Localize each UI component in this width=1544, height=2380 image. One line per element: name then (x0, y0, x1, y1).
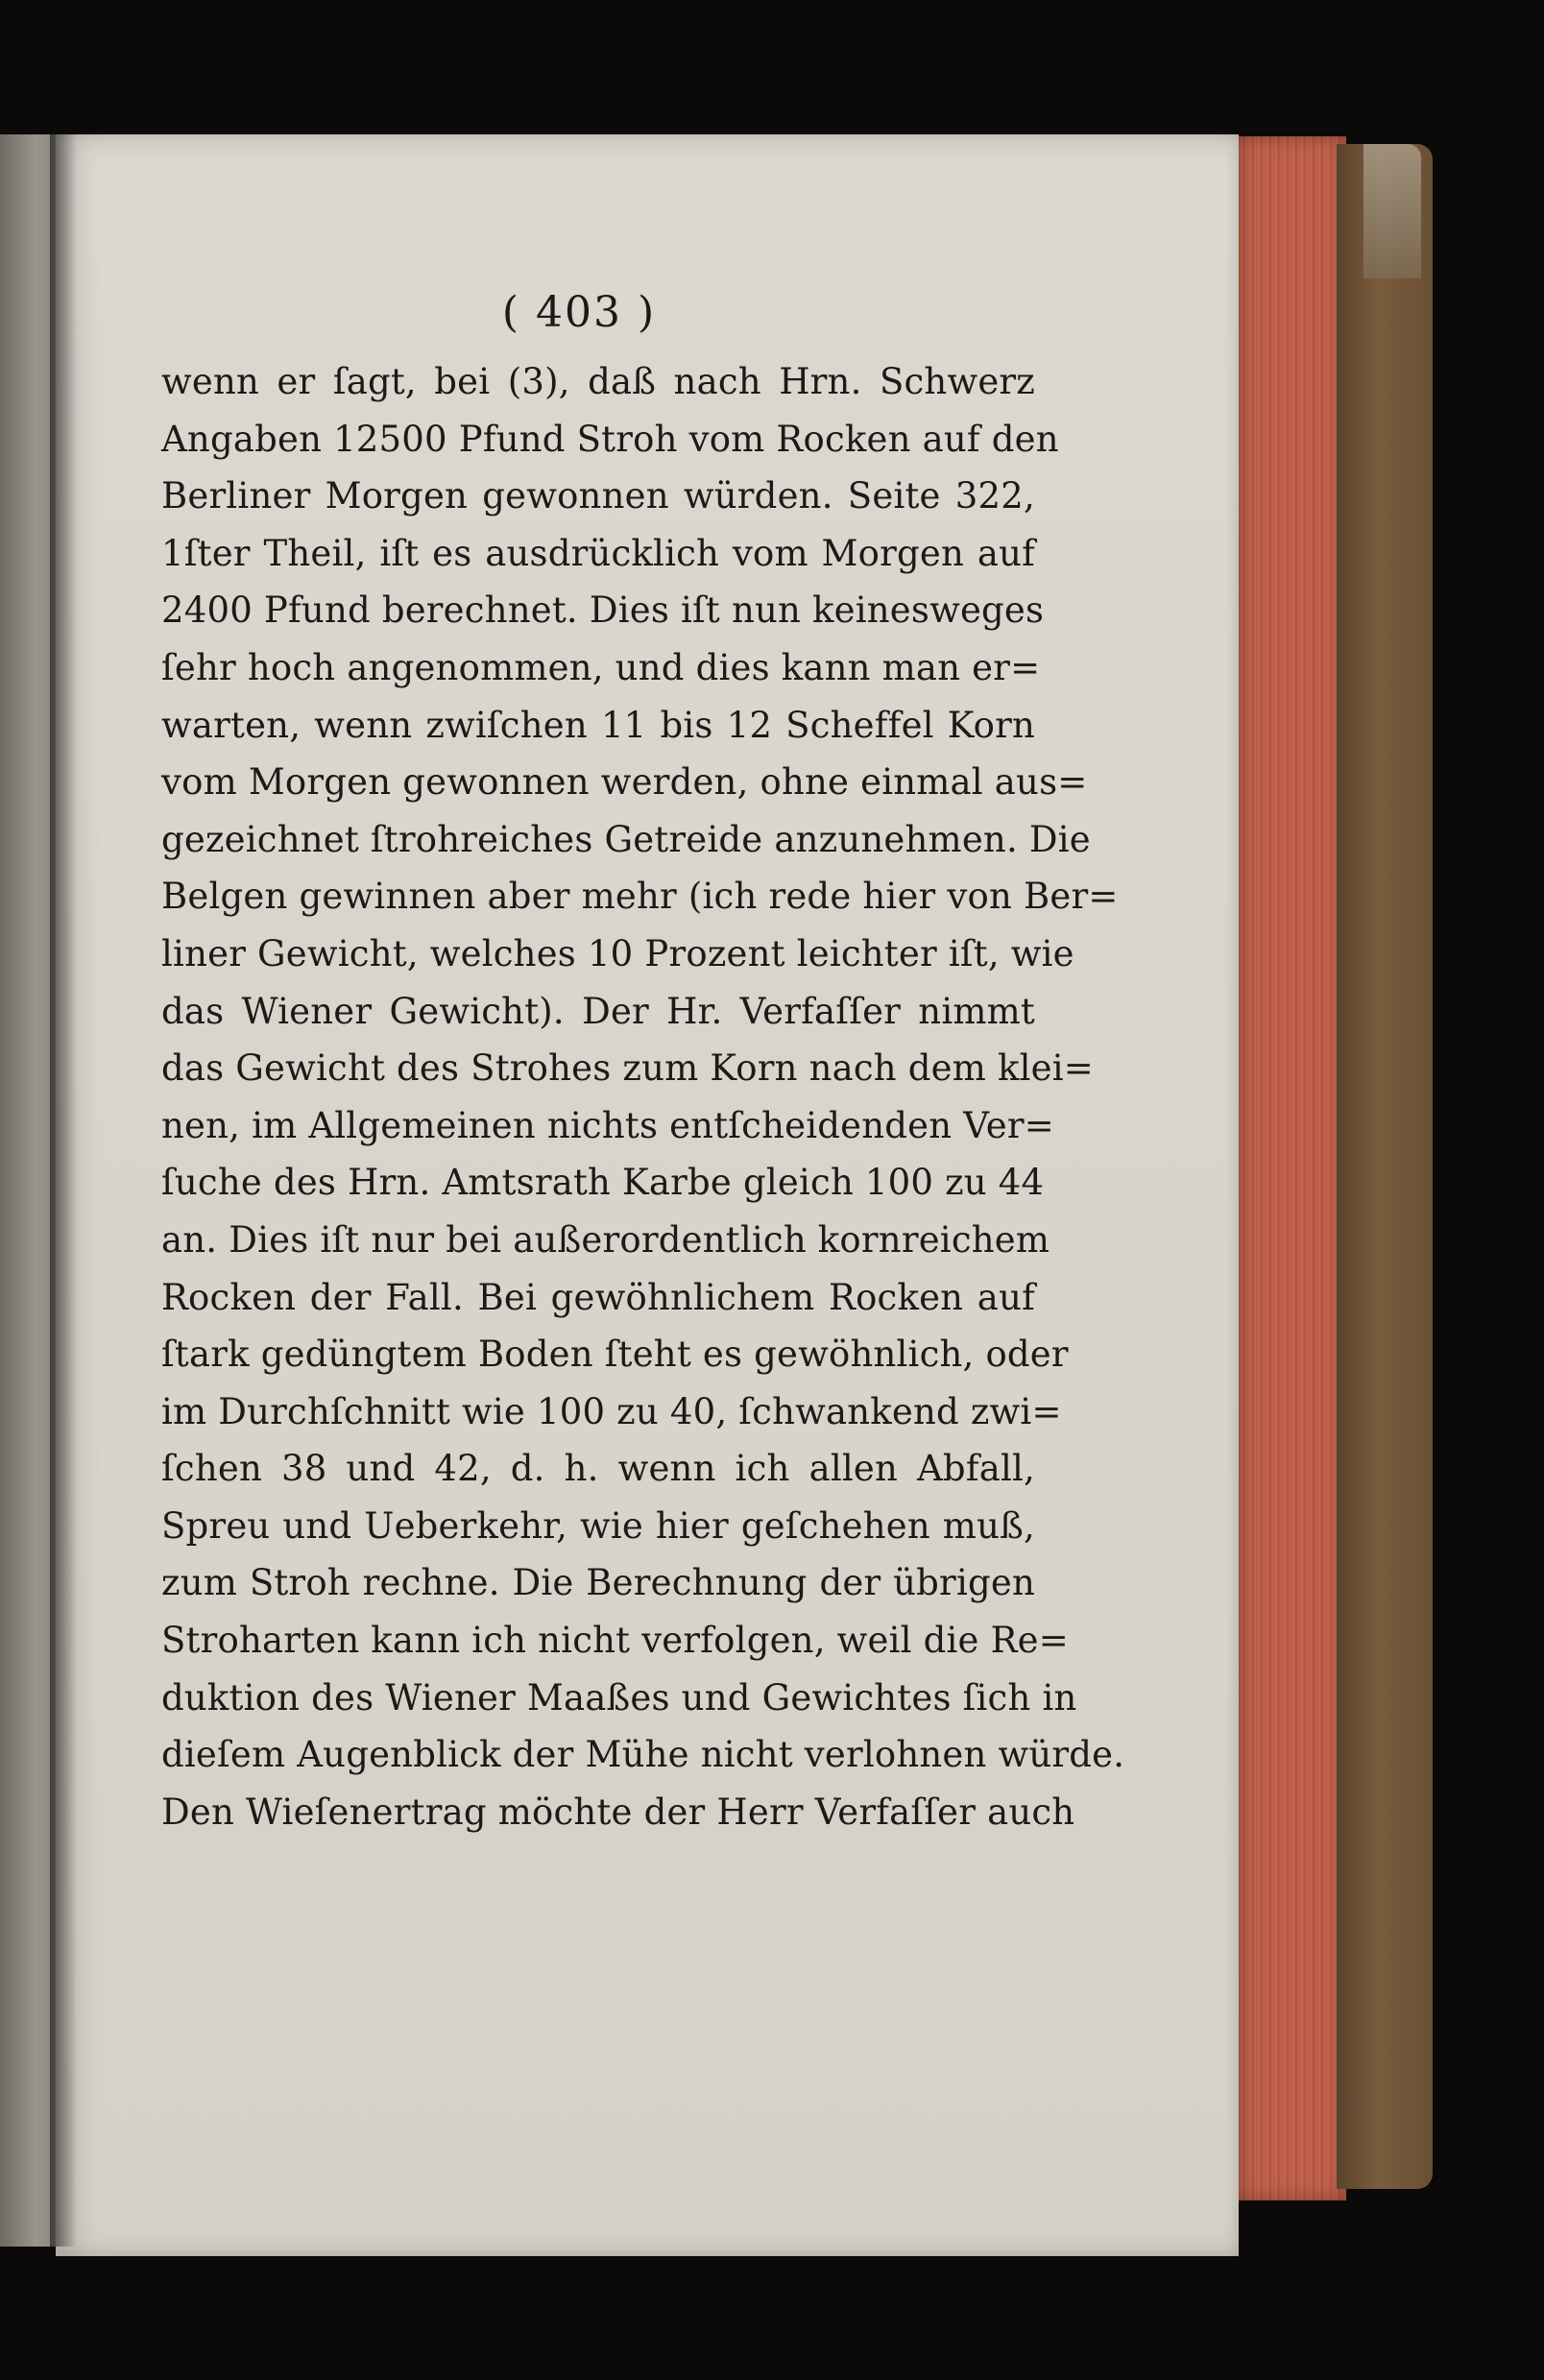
text-line: im Durchſchnitt wie 100 zu 40, ſchwankend zwi= (161, 1390, 1062, 1432)
red-page-edges (1239, 136, 1346, 2200)
text-line: nen, im Allgemeinen nichts entſcheidenden Ver= (161, 1104, 1054, 1146)
text-line: ſtark gedüngtem Boden ſteht es gewöhnlich, oder (161, 1334, 1069, 1376)
text-line: 2400 Pfund berechnet. Dies iſt nun keinesweges (161, 589, 1045, 632)
text-line: Spreu und Ueberkehr, wie hier geſchehen muß, (161, 1504, 1035, 1547)
text-line: ſehr hoch angenommen, und dies kann man er= (161, 646, 1041, 688)
text-line: zum Stroh rechne. Die Berechnung der übrigen (161, 1562, 1035, 1604)
text-line: 1ſter Theil, iſt es ausdrücklich vom Morgen auf (161, 532, 1035, 574)
text-line: ſchen 38 und 42, d. h. wenn ich allen Abfall, (161, 1448, 1035, 1490)
text-line: duktion des Wiener Maaßes und Gewichtes ſich in (161, 1676, 1077, 1719)
worn-cover-corner (1363, 144, 1421, 278)
gutter-shadow (50, 134, 77, 2247)
text-line: ſuche des Hrn. Amtsrath Karbe gleich 100 zu 44 (161, 1162, 1045, 1204)
text-line: liner Gewicht, welches 10 Prozent leichter iſt, wie (161, 932, 1074, 974)
text-line: Berliner Morgen gewonnen würden. Seite 322, (161, 475, 1035, 517)
text-line: Angaben 12500 Pfund Stroh vom Rocken auf den (161, 418, 1059, 460)
text-line: das Wiener Gewicht). Der Hr. Verfaſſer nimmt (161, 990, 1035, 1032)
text-line: Belgen gewinnen aber mehr (ich rede hier von Ber= (161, 876, 1119, 918)
book-cover (1337, 144, 1433, 2189)
text-line: Rocken der Fall. Bei gewöhnlichem Rocken auf (161, 1276, 1035, 1318)
text-line: warten, wenn zwiſchen 11 bis 12 Scheffel Korn (161, 704, 1035, 746)
text-line: Den Wieſenertrag möchte der Herr Verfaſſer auch (161, 1791, 1075, 1833)
text-line: Stroharten kann ich nicht verfolgen, weil die Re= (161, 1620, 1069, 1662)
page-number: ( 403 ) (501, 288, 657, 337)
text-line: vom Morgen gewonnen werden, ohne einmal aus= (161, 761, 1088, 804)
page-text-block (161, 278, 1125, 1840)
text-line: dieſem Augenblick der Mühe nicht verlohnen würde. (161, 1734, 1125, 1776)
text-line: das Gewicht des Strohes zum Korn nach dem klei= (161, 1047, 1095, 1090)
text-line: wenn er ſagt, bei (3), daß nach Hrn. Schwerz (161, 361, 1035, 402)
text-line: gezeichnet ſtrohreiches Getreide anzunehmen. Die (161, 818, 1091, 860)
text-line: an. Dies iſt nur bei außerordentlich kornreichem (161, 1218, 1050, 1261)
